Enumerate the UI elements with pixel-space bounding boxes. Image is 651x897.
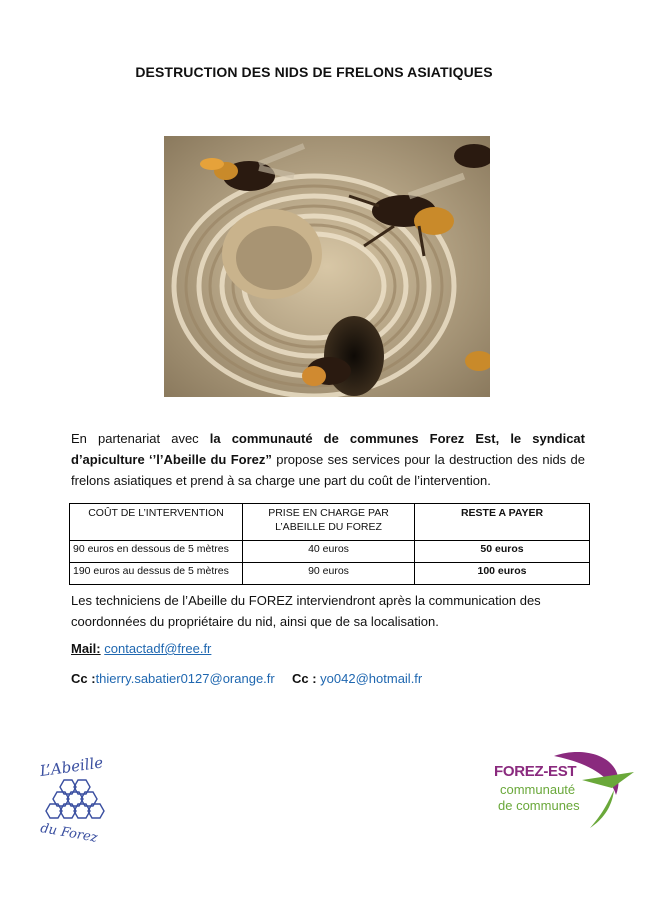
intro-text-start: En partenariat avec [71, 431, 210, 446]
cc-label-1: Cc : [71, 671, 96, 686]
table-header-coverage: PRISE EN CHARGE PAR L’ABEILLE DU FOREZ [243, 504, 415, 541]
table-header-row [70, 504, 590, 541]
cc-label-2: Cc : [291, 671, 317, 686]
mail-link[interactable]: contactadf@free.fr [104, 641, 212, 656]
logo-left-line1: L’Abeille [38, 753, 105, 781]
technicians-paragraph: Les techniciens de l’Abeille du FOREZ interviendront après la communication des coordonnées du propriétaire du nid, ainsi que de sa localisation. [71, 593, 541, 629]
hornet-nest-photo [164, 136, 490, 397]
intro-partner-text: la communauté de communes Forez Est, le syndicat d’apiculture ‘’l’Abeille du Forez” [71, 431, 585, 467]
hornet-nest-image [164, 136, 490, 397]
page-title: DESTRUCTION DES NIDS DE FRELONS ASIATIQUES [135, 64, 493, 80]
abeille-du-forez-logo [30, 752, 122, 847]
forez-est-title: FOREZ-EST [494, 763, 577, 780]
table-cell-coverage: 90 euros [243, 563, 415, 585]
table-cell-remaining: 50 euros [415, 541, 590, 563]
cost-table [69, 503, 590, 585]
table-header-remaining: RESTE A PAYER [415, 504, 590, 541]
logo-left-line2: du Forez [39, 821, 99, 846]
honeycomb-icon [30, 752, 122, 847]
cc-link-1[interactable]: thierry.sabatier0127@orange.fr [95, 671, 275, 686]
forez-est-logo [494, 750, 634, 830]
table-cell-remaining: 100 euros [415, 563, 590, 585]
cc-link-2[interactable]: yo042@hotmail.fr [320, 671, 423, 686]
intro-paragraph [71, 428, 585, 491]
table-row [70, 563, 590, 585]
table-header-cost: COÛT DE L’INTERVENTION [70, 504, 243, 541]
table-cell-cost: 90 euros en dessous de 5 mètres [70, 541, 243, 563]
forez-est-subtitle-1: communauté [500, 782, 576, 797]
mail-label: Mail: [71, 641, 101, 656]
cc-line [71, 671, 422, 686]
forez-est-subtitle-2: de communes [498, 798, 580, 813]
table-row [70, 541, 590, 563]
table-cell-coverage: 40 euros [243, 541, 415, 563]
intro-text-end: propose ses services pour la destruction des nids de frelons asiatiques et prend à sa charge une part du coût de l’intervention. [71, 452, 586, 488]
table-cell-cost: 190 euros au dessus de 5 mètres [70, 563, 243, 585]
mail-line [71, 641, 211, 656]
